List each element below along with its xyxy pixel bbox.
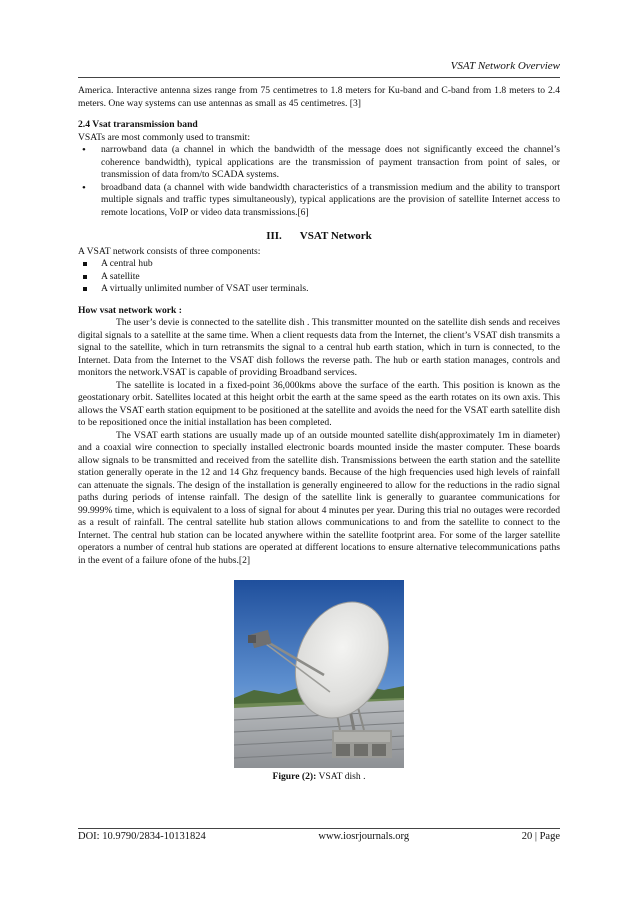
transmission-list (78, 144, 560, 219)
vsat-dish-photo (234, 580, 404, 768)
list-item: A virtually unlimited number of VSAT user terminals. (78, 283, 560, 296)
subsection-title: 2.4 Vsat traransmission band (78, 119, 198, 130)
subsection-lead: VSATs are most commonly used to transmit: (78, 131, 251, 143)
section-lead: A VSAT network consists of three components: (78, 245, 261, 257)
list-item: • narrowband data (a channel in which the bandwidth of the message does not significantly exceed the channel’s coherence bandwidth), typical applications are the transmission of payment transaction from point of sales, or transmission of data from/to SCADA systems. (78, 144, 560, 182)
figure-caption-text: VSAT dish . (318, 771, 366, 782)
header-rule (78, 77, 560, 78)
page-footer (78, 831, 560, 842)
components-list (78, 258, 560, 296)
section-number: III. (266, 230, 282, 242)
footer-doi: DOI: 10.9790/2834-10131824 (78, 831, 206, 842)
how-it-works-title: How vsat network work : (78, 304, 182, 316)
section-heading (78, 230, 560, 243)
list-item: A satellite (78, 271, 560, 284)
list-item: A central hub (78, 258, 560, 271)
footer-page-number: 20 | Page (521, 831, 560, 842)
running-title: VSAT Network Overview (450, 60, 560, 72)
figure-label: Figure (2): (272, 771, 317, 782)
section-title: VSAT Network (299, 230, 372, 242)
footer-site: www.iosrjournals.org (318, 831, 410, 842)
body-paragraph: The satellite is located in a fixed-point 36,000kms above the surface of the earth. This position is known as the geostationary orbit. Satellites located at this height orbit the earth at the same speed as the earth rotates on its own axis. This allows the VSAT earth station equipment to be positioned at the satellite and avoids the need for the VSAT earth satellite dish to be repositioned once the initial installation has been completed. (78, 379, 560, 428)
page-body (78, 85, 560, 784)
body-paragraph: The VSAT earth stations are usually made up of an outside mounted satellite dish(approximately 1m in diameter) and a coaxial wire connection to specially installed electronic boards mounted inside the master computer. These boards allow signals to be transmitted and received from the satellite dish. Transmissions between the earth station and the satellite station generally operate in the 12 and 14 Ghz frequency bands. Because of the high frequencies used high levels of rainfall can attenuate the signals. The design of the installation is generally engineered to allow for the reductions in the radio signal paths during periods of intense rainfall. The design of the satellite link is generally to guarantee communications for 99.999% time, which is equivalent to a loss of signal for about 4 minutes per year. During this trial no outages were recorded as a result of rainfall. The central satellite hub station allows communications to and from the satellite to connect to the Internet. The central hub station can be located anywhere within the satellite footprint area. For some of the larger satellite operators a number of central hub stations are operated at different locations to ensure alternative telecommunications paths in the event of a failure ofone of the hubs.[2] (78, 429, 560, 566)
figure-caption (78, 771, 560, 784)
body-paragraph: The user’s devie is connected to the satellite dish . This transmitter mounted on the satellite dish sends and receives digital signals to a satellite at the same time. When a client requests data from the Internet, the client’s VSAT dish transmits a signal to the satellite, which in turn retransmits the signal to a central hub earth station, which in turn is connected, to the Internet. Data from the Internet to the VSAT dish follows the reverse path. The hub or earth station manages, controls and monitors the network.VSAT is capable of providing Broadband services. (78, 317, 560, 378)
intro-paragraph: America. Interactive antenna sizes range from 75 centimetres to 1.8 meters for Ku-band and C-band from 1.8 meters to 2.4 meters. One way systems can use antennas as small as 45 centimetres. [3] (78, 85, 560, 109)
footer-rule (78, 828, 560, 829)
list-item: • broadband data (a channel with wide bandwidth characteristics of a transmission medium and the ability to transport multiple signals and traffic types simultaneously), typical applications are the provision of satellite Internet access to remote locations, VoIP or video data transmissions.[6] (78, 182, 560, 220)
